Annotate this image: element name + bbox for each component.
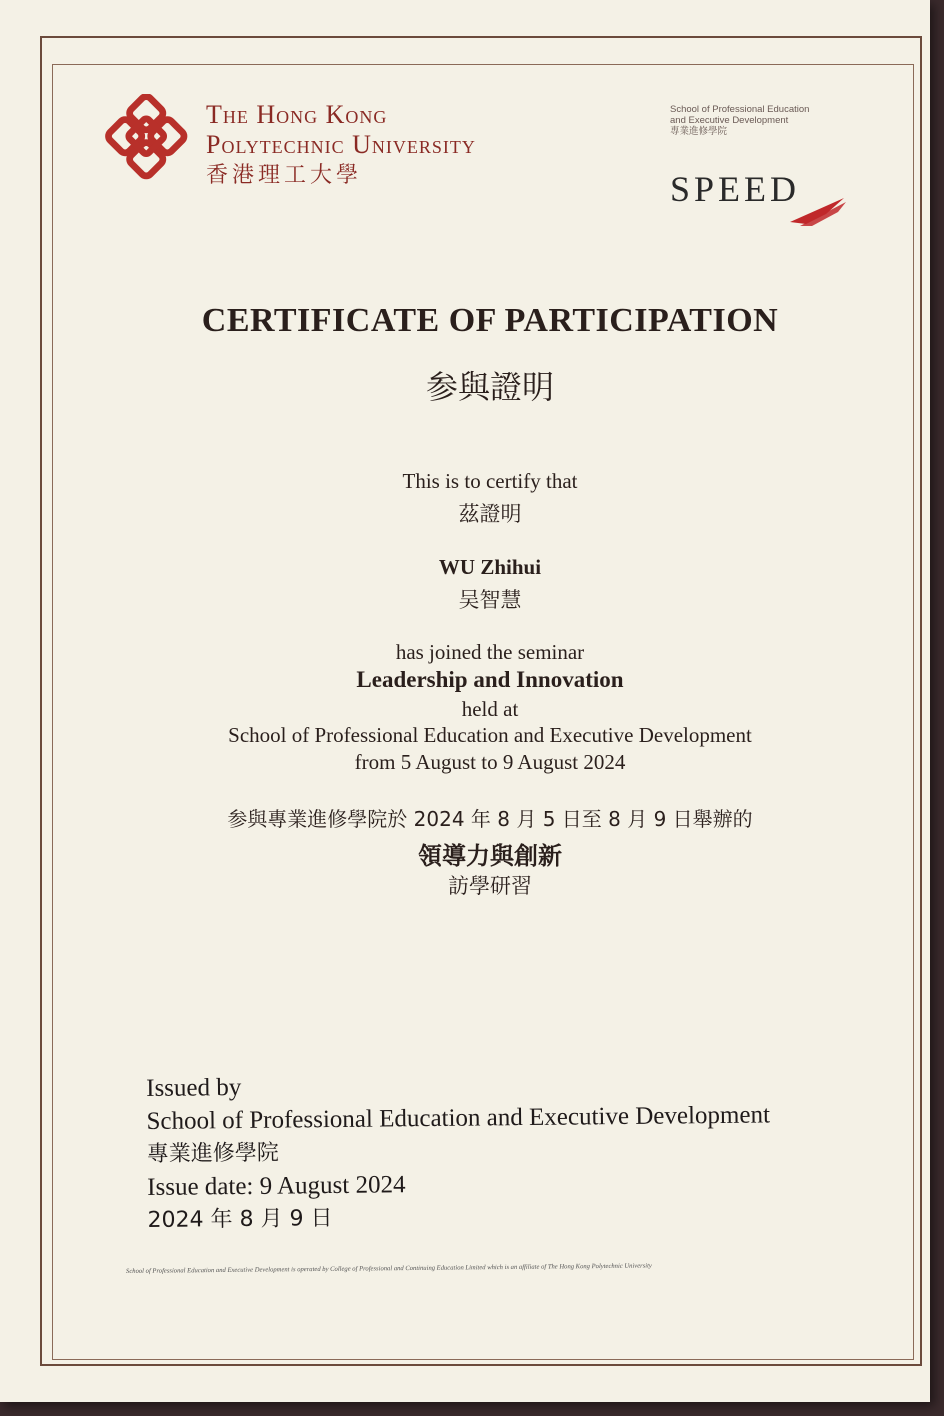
- recipient-name-zh: 吴智慧: [458, 588, 522, 612]
- issuer-name-zh: 專業進修學院: [146, 1140, 280, 1167]
- certificate-title-zh: 参與證明: [425, 368, 554, 406]
- speed-school-zh: 專業進修學院: [670, 126, 728, 137]
- issued-block: [146, 1065, 771, 1237]
- university-name: [206, 100, 476, 190]
- venue-text: School of Professional Education and Executive Development: [228, 723, 752, 747]
- certificate-title: CERTIFICATE OF PARTICIPATION: [201, 302, 779, 339]
- university-name-line1: The Hong Kong: [206, 100, 388, 129]
- recipient-name: WU Zhihui: [438, 555, 542, 579]
- dates-text: from 5 August to 9 August 2024: [354, 750, 626, 774]
- seminar-info-zh: 参與專業進修學院於 2024 年 8 月 5 日至 8 月 9 日舉辦的: [227, 807, 753, 831]
- speed-school-line2: and Executive Development: [670, 115, 789, 126]
- speed-school-line1: School of Professional Education: [670, 104, 810, 115]
- held-at-text: held at: [461, 697, 519, 721]
- polyu-knot-logo-icon: [104, 94, 200, 190]
- speed-wordmark: SPEED: [670, 169, 801, 209]
- study-visit-zh: 訪學研習: [448, 874, 532, 898]
- issued-by-label: Issued by: [146, 1074, 242, 1102]
- issue-date-zh: 2024 年 8 月 9 日: [147, 1206, 333, 1233]
- university-name-zh: 香港理工大學: [206, 162, 363, 187]
- issuer-name: School of Professional Education and Executive Development: [146, 1101, 771, 1135]
- footer-note: School of Professional Education and Executive Development is operated by College of Professional and Continuing Education Limited which is an affiliate of The Hong Kong Polytechnic University: [126, 1262, 652, 1275]
- seminar-name-zh: 領導力與創新: [418, 842, 562, 870]
- university-name-line2: Polytechnic University: [206, 130, 476, 159]
- certify-text: This is to certify that: [402, 469, 578, 493]
- certify-text-zh: 茲證明: [458, 502, 522, 526]
- seminar-name: Leadership and Innovation: [356, 667, 624, 692]
- speed-logo: [670, 104, 810, 209]
- joined-text: has joined the seminar: [395, 640, 585, 664]
- issue-date: Issue date: 9 August 2024: [147, 1171, 406, 1201]
- speed-red-slash-icon: [786, 192, 850, 228]
